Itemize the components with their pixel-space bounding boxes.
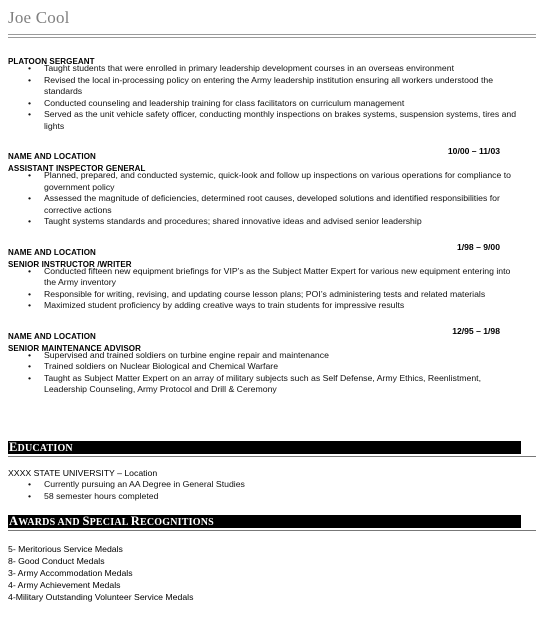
section-rule bbox=[8, 456, 536, 461]
job-title: SENIOR MAINTENANCE ADVISOR bbox=[8, 343, 141, 353]
job-location: NAME AND LOCATION bbox=[8, 152, 96, 161]
awards-heading bbox=[8, 515, 521, 528]
job-entry bbox=[8, 146, 523, 228]
list-item: • Responsible for writing, revising, and updating course lesson plans; POI’s administering tests and related materials bbox=[8, 289, 523, 301]
list-item: 8- Good Conduct Medals bbox=[8, 556, 105, 566]
job-entry bbox=[8, 51, 523, 132]
job-entry bbox=[8, 326, 523, 396]
job-title: SENIOR INSTRUCTOR /WRITER bbox=[8, 259, 132, 269]
list-item: • Conducted counseling and leadership training for class facilitators on curriculum management bbox=[8, 98, 523, 110]
list-item: 5- Meritorious Service Medals bbox=[8, 544, 123, 554]
job-location: NAME AND LOCATION bbox=[8, 331, 96, 341]
education-bullets bbox=[8, 479, 523, 502]
job-title: ASSISTANT INSPECTOR GENERAL bbox=[8, 164, 146, 173]
heading-initial: R bbox=[130, 514, 140, 528]
list-item: 4- Army Achievement Medals bbox=[8, 580, 121, 590]
heading-text: DUCATION bbox=[17, 443, 73, 454]
job-dates: 10/00 – 11/03 bbox=[447, 146, 500, 156]
list-item: • Served as the unit vehicle safety officer, conducting monthly inspections on brakes systems, suspension systems, tires and lights bbox=[8, 109, 523, 132]
heading-initial: E bbox=[9, 440, 18, 454]
heading-initial: S bbox=[82, 514, 90, 528]
job-bullets bbox=[8, 170, 523, 228]
heading-initial: A bbox=[9, 514, 19, 528]
experience-section bbox=[8, 51, 523, 396]
list-item: • Taught as Subject Matter Expert on an array of military subjects such as Self Defense, Army Ethics, Reenlistment, Leadership Counseling, Army Protocol and Drill & Ceremony bbox=[8, 373, 523, 396]
list-item: • Maximized student proficiency by adding creative ways to train students for impressive results bbox=[8, 300, 523, 312]
header-rule bbox=[8, 34, 536, 38]
list-item: 4-Military Outstanding Volunteer Service Medals bbox=[8, 592, 194, 602]
section-rule bbox=[8, 530, 536, 535]
list-item: • 58 semester hours completed bbox=[8, 491, 523, 503]
list-item: • Taught students that were enrolled in primary leadership development courses in an overseas environment bbox=[8, 63, 523, 75]
list-item: • Trained soldiers on Nuclear Biological and Chemical Warfare bbox=[8, 361, 523, 373]
job-entry bbox=[8, 242, 523, 312]
list-item: • Taught systems standards and procedures; shared innovative ideas and advised senior leadership bbox=[8, 216, 523, 228]
awards-list bbox=[8, 543, 193, 603]
list-item: • Currently pursuing an AA Degree in General Studies bbox=[8, 479, 523, 491]
job-bullets bbox=[8, 266, 523, 312]
job-dates: 12/95 – 1/98 bbox=[452, 325, 500, 336]
job-dates: 1/98 – 9/00 bbox=[456, 241, 500, 252]
job-title: PLATOON SERGEANT bbox=[8, 57, 95, 66]
education-school: XXXX STATE UNIVERSITY – Location bbox=[8, 468, 158, 478]
list-item: 3- Army Accommodation Medals bbox=[8, 568, 133, 578]
list-item: • Planned, prepared, and conducted systemic, quick-look and follow up inspections on various operations for compliance to government policy bbox=[8, 170, 523, 193]
job-bullets bbox=[8, 350, 523, 396]
job-location: NAME AND LOCATION bbox=[8, 247, 96, 257]
list-item: • Conducted fifteen new equipment briefings for VIP’s as the Subject Matter Expert for various new equipment entering into the Army inventory bbox=[8, 266, 523, 289]
job-bullets bbox=[8, 63, 523, 132]
heading-text: PECIAL bbox=[89, 517, 131, 528]
resume-name: Joe Cool bbox=[8, 8, 70, 27]
education-heading bbox=[8, 441, 521, 454]
heading-text: ECOGNITIONS bbox=[140, 517, 214, 528]
list-item: • Assessed the magnitude of deficiencies, determined root causes, developed solutions and identified responsibilities for corrective actions bbox=[8, 193, 523, 216]
list-item: • Revised the local in-processing policy on entering the Army leadership institution ensuring all workers understood the standards bbox=[8, 75, 523, 98]
list-item: • Supervised and trained soldiers on turbine engine repair and maintenance bbox=[8, 350, 523, 362]
heading-text: WARDS AND bbox=[18, 517, 83, 528]
